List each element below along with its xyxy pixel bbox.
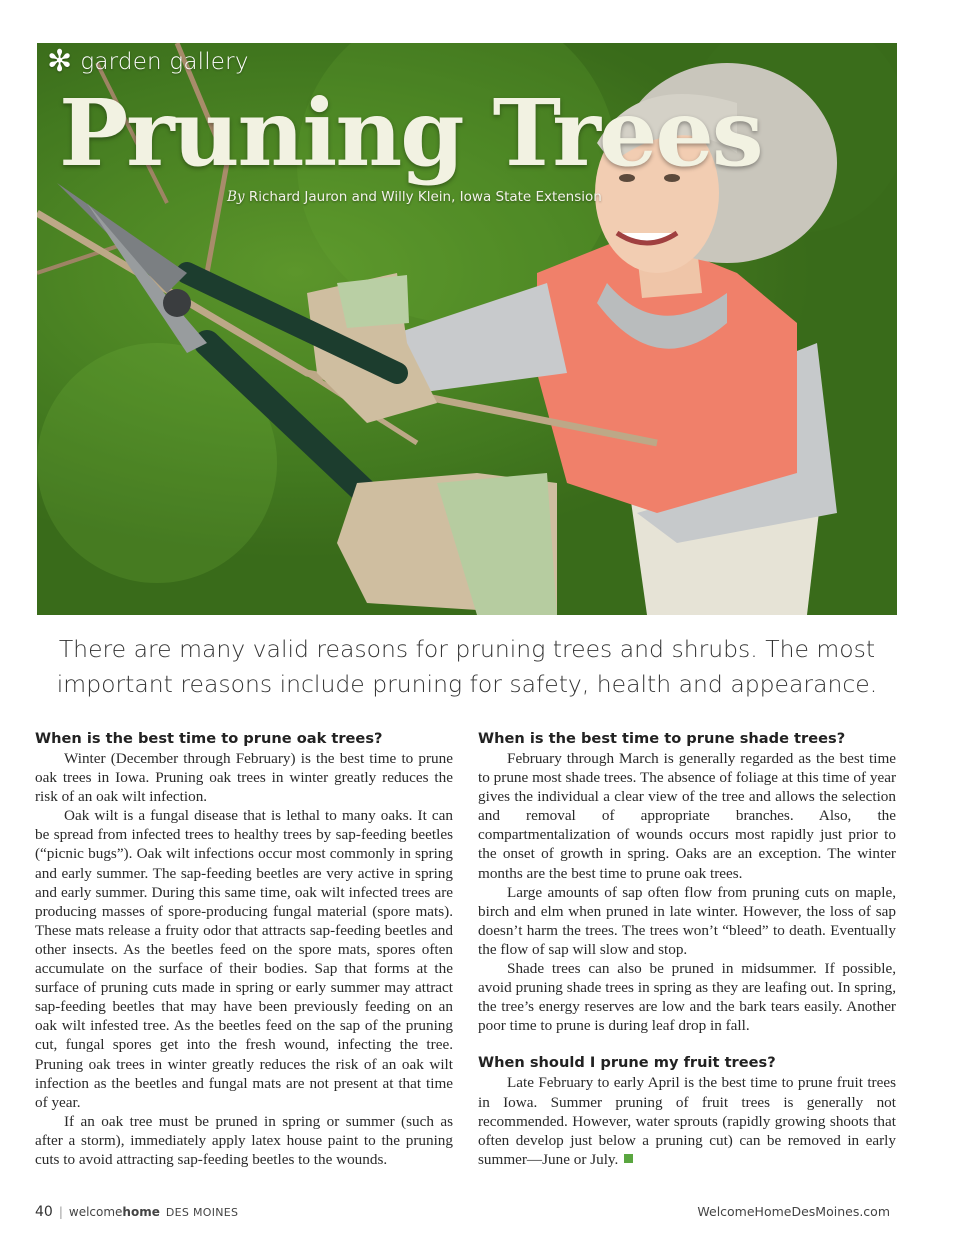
brand-welcome: welcome	[68, 1205, 123, 1219]
oak-heading: When is the best time to prune oak trees?	[35, 730, 383, 747]
square-end-mark-icon	[624, 1154, 633, 1163]
article-title: Pruning Trees	[59, 79, 762, 187]
page-footer	[35, 1204, 890, 1224]
shade-paragraph-3: Shade trees can also be pruned in midsummer. If possible, avoid pruning shade trees in spring as they are leafing out. In spring, the tree’s energy reserves are low and the bark tears easily. Another poor time to prune is during leaf drop in fall.	[478, 960, 896, 1035]
section-tag	[47, 44, 249, 79]
byline-prefix: By	[227, 189, 245, 205]
brand-home: home	[122, 1205, 160, 1219]
hero-photo	[37, 43, 897, 615]
oak-paragraph-2: Oak wilt is a fungal disease that is lethal to many oaks. It can be spread from infected trees to healthy trees by sap-feeding beetles (“picnic bugs”). Oak wilt infections occur most commonly in spring and early summer. The sap-feeding beetles are very active in spring and early summer. During this same time, oak wilt infected trees are producing masses of spore-producing fungal material (spore mats). These mats release a fruity odor that attracts sap-feeding beetles and other insects. As the beetles feed on the spore mats, spores often accumulate on the surface of their bodies. Sap that forms at the surface of pruning cuts made in spring or early summer may attract sap-feeding beetles that may have been previously feeding on an oak wilt infested tree. As the beetles feed on the sap of the pruning cut, fungal spores get into the fresh wound, infecting the tree. Pruning oak trees in winter greatly reduces the risk of an oak wilt infection as the beetles and fungal mats are not present at that time of year.	[35, 807, 453, 1111]
left-column	[35, 728, 453, 1169]
section-tag-label: garden gallery	[80, 49, 249, 75]
deck-line-1: There are many valid reasons for pruning trees and shrubs. The most	[58, 635, 876, 663]
byline-authors: Richard Jauron and Willy Klein, Iowa State Extension	[248, 189, 602, 205]
asterisk-icon: ✻	[47, 44, 73, 79]
deck-line-2: important reasons include pruning for safety, health and appearance.	[56, 670, 878, 698]
magazine-brand	[69, 1205, 160, 1219]
fruit-heading: When should I prune my fruit trees?	[478, 1054, 776, 1072]
shade-paragraph-1: February through March is generally regarded as the best time to prune most shade trees. The absence of foliage at this time of year gives the individual a clear view of the tree and allows the selection and removal of appropriate branches. Also, the compartmentalization of wounds occurs most rapidly just prior to the onset of growth in spring. Oaks are an exception. The winter months are the best time to prune oak trees.	[478, 750, 896, 882]
shade-paragraph-2: Large amounts of sap often flow from pruning cuts on maple, birch and elm when pruned in late winter. However, the loss of sap doesn’t harm the trees. The trees won’t “bleed” to death. Eventually the flow of sap will slow and stop.	[478, 883, 896, 958]
byline	[227, 189, 602, 205]
right-column	[478, 728, 896, 1169]
fruit-paragraph-text: Late February to early April is the best time to prune fruit trees in Iowa. Summer pruning of fruit trees is generally not recommended. However, water sprouts (rapidly growing shoots that often develop just below a pruning cut) can be removed in early summer—June or July.	[478, 1074, 896, 1168]
oak-paragraph-1: Winter (December through February) is the best time to prune oak trees in Iowa. Pruning oak trees in winter greatly reduces the risk of an oak wilt infection.	[35, 750, 453, 806]
shade-heading: When is the best time to prune shade trees?	[478, 730, 846, 747]
brand-city: DES MOINES	[165, 1206, 239, 1219]
oak-paragraph-3: If an oak tree must be pruned in spring or summer (such as after a storm), immediately apply latex house paint to the pruning cuts to avoid attracting sap-feeding beetles to the wounds.	[35, 1112, 453, 1168]
footer-website: WelcomeHomeDesMoines.com	[697, 1204, 890, 1219]
page-number: 40	[35, 1204, 53, 1220]
footer-separator: |	[58, 1205, 63, 1219]
footer-folio	[35, 1204, 238, 1220]
intro-deck	[37, 632, 897, 702]
fruit-paragraph	[478, 1073, 896, 1168]
